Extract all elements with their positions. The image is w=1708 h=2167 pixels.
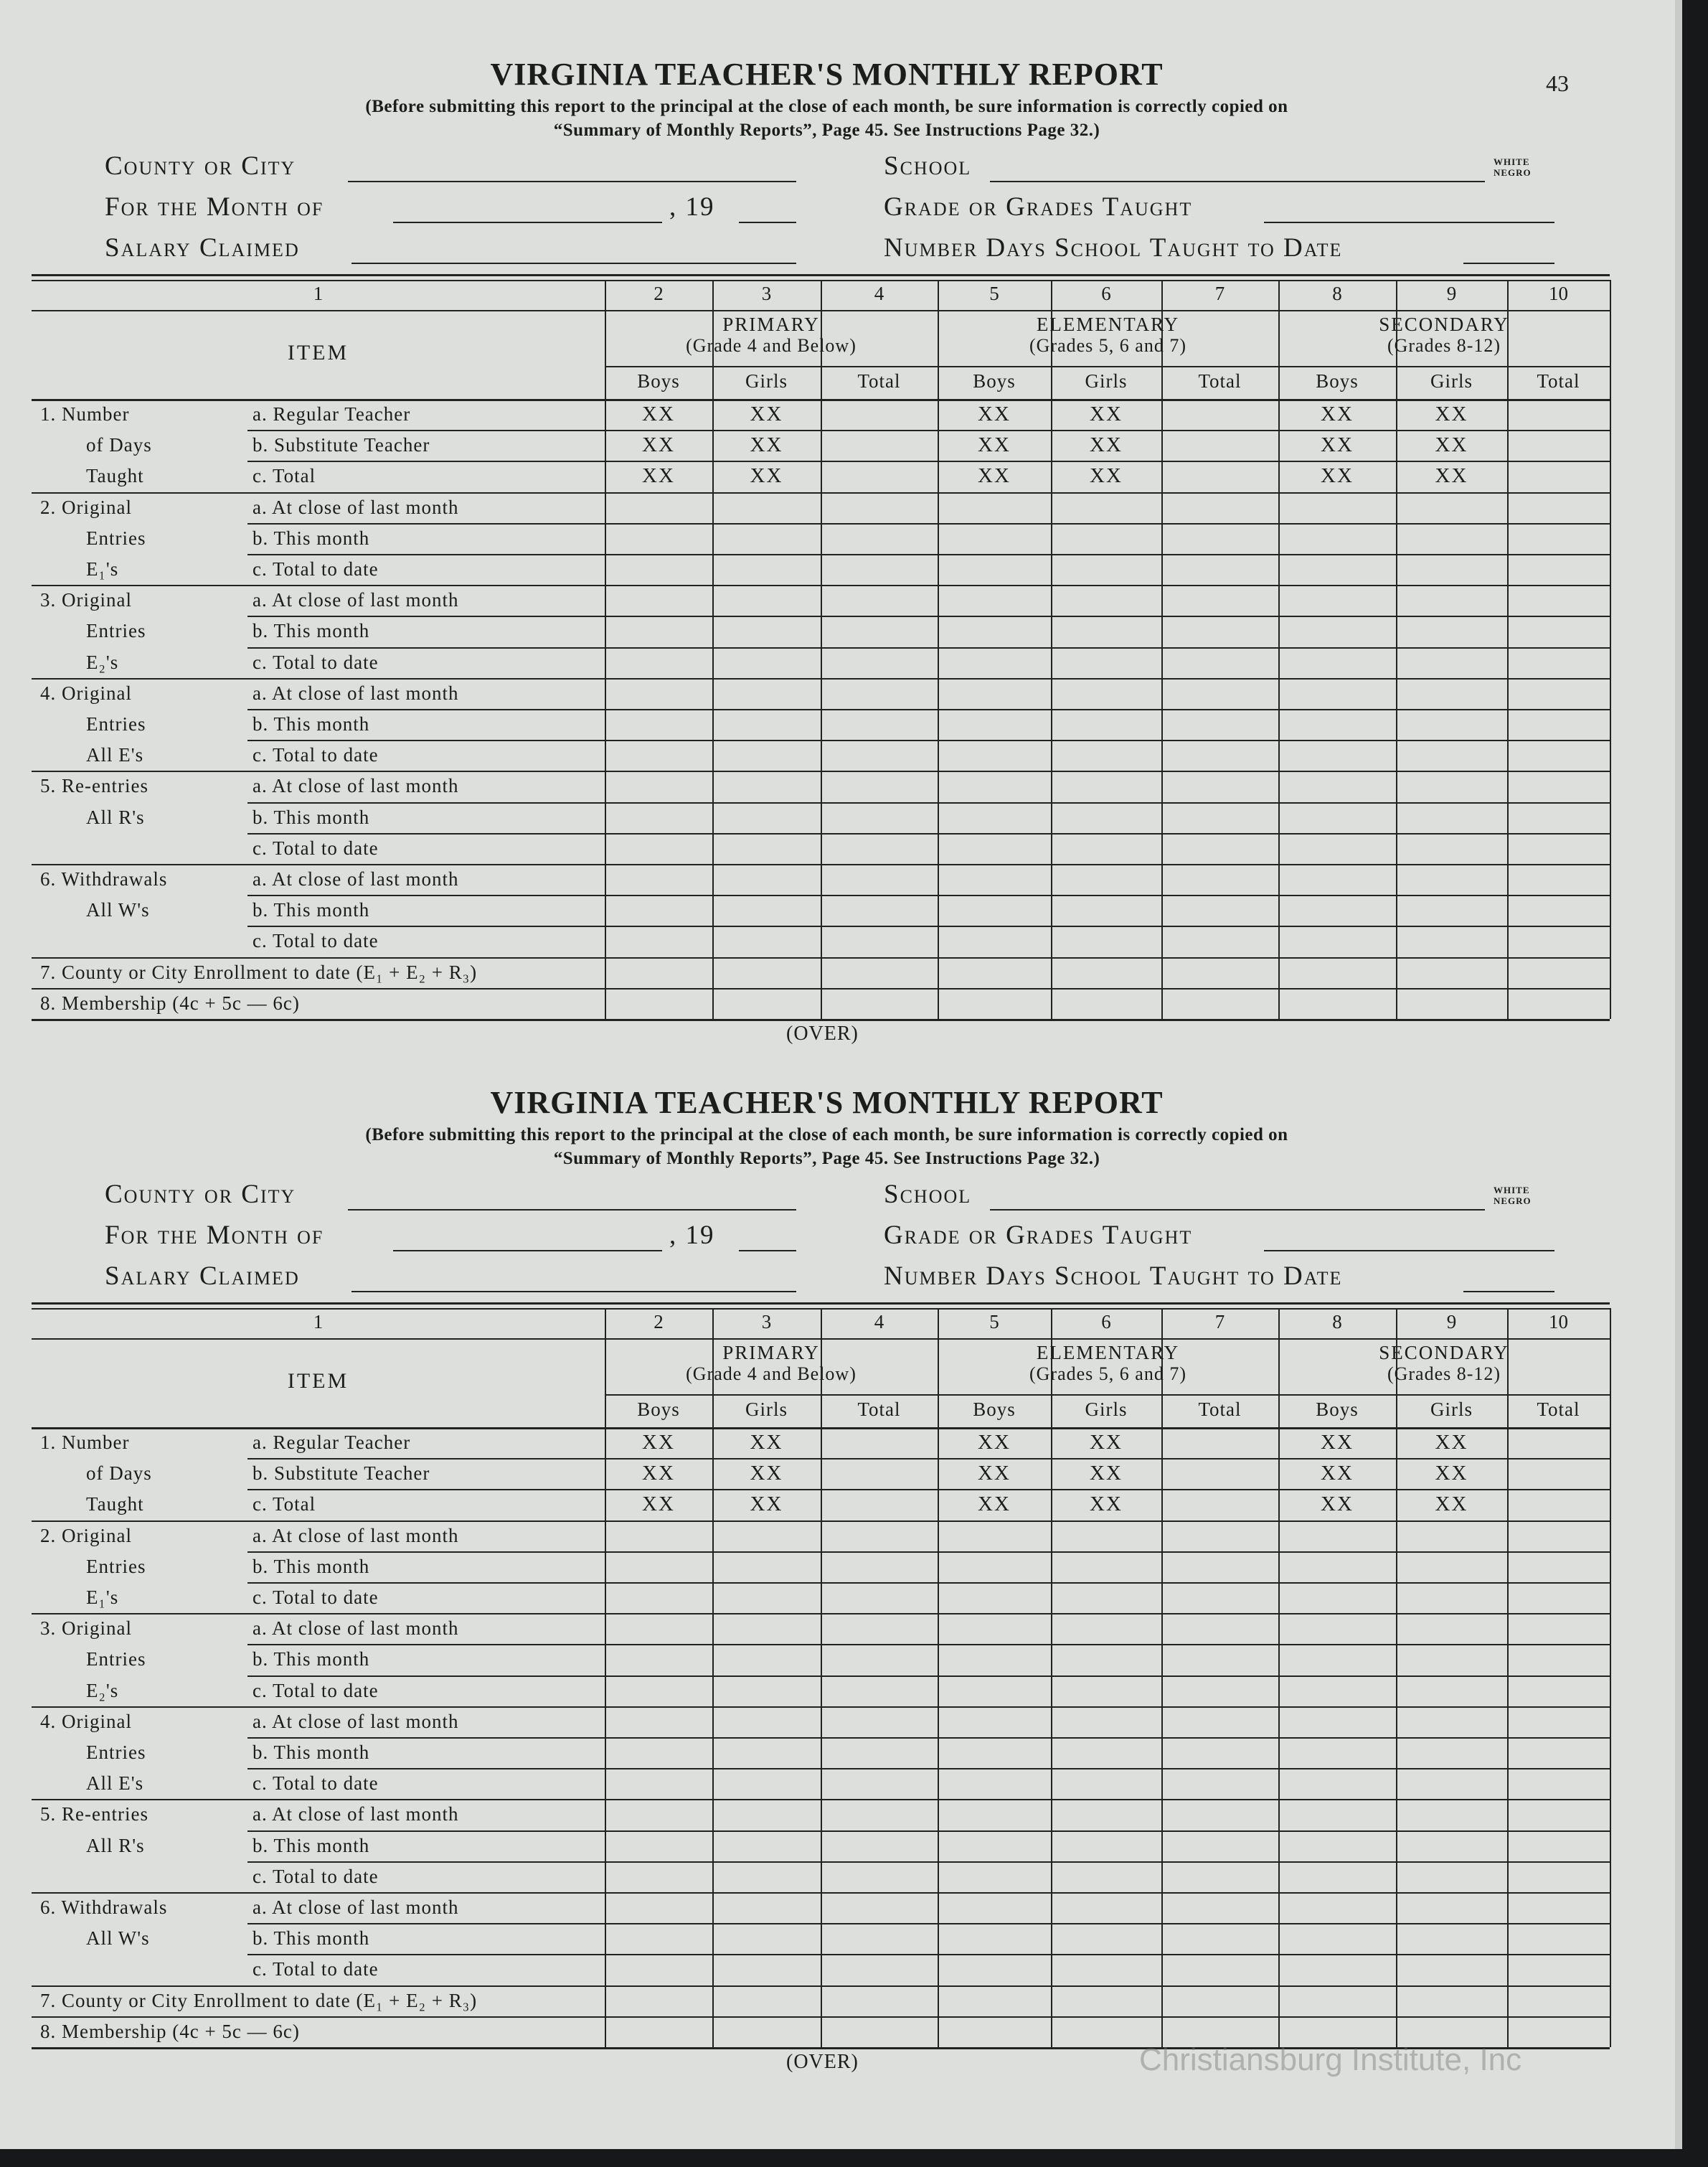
report2-xx-mark: XX [750,1493,783,1516]
report2-row-line-17 [247,1954,1610,1955]
report1-column-number-1: 1 [313,283,324,304]
report2-subtitle: (Before submitting this report to the principal at the close of each month, be sure information is correctly copied on [365,1125,1288,1144]
report2-subheader-girls-6: Girls [1085,1399,1128,1420]
report1-row-line-11 [247,740,1610,741]
report1-xx-mark: XX [1090,464,1123,488]
report2-block1-label-2: of Days [86,1462,152,1485]
report1-row-line-3 [32,492,1610,494]
report1-row-line-17 [247,926,1610,927]
report2-subheader-total-4: Total [857,1399,901,1420]
report2-school-label: School [884,1180,972,1209]
report1-block4-label-3: All E's [86,744,144,766]
report2-row-line-11 [247,1768,1610,1769]
report1-column-divider-7 [1278,280,1280,1019]
report1-xx-mark: XX [1090,433,1123,457]
report2-column-number-6: 6 [1101,1311,1111,1332]
report2-column-number-1: 1 [313,1311,324,1332]
report2-row-line-8 [247,1675,1610,1677]
report2-year-input[interactable] [739,1250,796,1251]
report1-row-line-4 [247,523,1610,525]
report2-xx-mark: XX [1090,1462,1123,1485]
report1-column-number-10: 10 [1549,283,1568,304]
report1-group-elementary: ELEMENTARY (Grades 5, 6 and 7) [938,314,1278,356]
report2-block6-row-3: c. Total to date [253,1958,379,1980]
report2-column-number-7: 7 [1214,1311,1225,1332]
report2-xx-mark: XX [1090,1431,1123,1454]
report2-column-divider-6 [1161,1308,1163,2047]
report1-column-divider-10 [1610,280,1611,1019]
report2-column-divider-3 [821,1308,822,2047]
report1-xx-mark: XX [1090,403,1123,426]
report1-column-divider-9 [1507,280,1509,1019]
report2-xx-mark: XX [1321,1462,1354,1485]
report1-block2-label-3: E₁'s [86,558,119,580]
report1-salary-label: Salary Claimed [105,233,300,263]
report2-xx-mark: XX [978,1493,1011,1516]
report1-days-label: Number Days School Taught to Date [884,233,1343,263]
report2-column-number-8: 8 [1332,1311,1342,1332]
report2-block4-label-2: Entries [86,1741,146,1763]
report1-column-divider-1 [605,280,606,1019]
report1-row-line-13 [247,802,1610,804]
report2-row-line-12 [32,1799,1610,1800]
report2-column-number-2: 2 [654,1311,664,1332]
report2-block2-label-3: E₁'s [86,1587,119,1608]
report1-block6-row-2: b. This month [253,899,370,921]
report1-xx-mark: XX [978,433,1011,457]
report1-row-line-15 [32,864,1610,865]
report2-column-number-3: 3 [761,1311,772,1332]
report1-block3-row-3: c. Total to date [253,651,379,673]
report2-xx-mark: XX [642,1462,675,1485]
report2-title: VIRGINIA TEACHER'S MONTHLY REPORT [490,1085,1164,1120]
report2-group-secondary: SECONDARY (Grades 8-12) [1278,1343,1610,1384]
report2-row-line-5 [247,1582,1610,1584]
report2-row-line-10 [247,1737,1610,1739]
report1-group-secondary: SECONDARY (Grades 8-12) [1278,314,1610,356]
report2-county-label: County or City [105,1180,296,1209]
report1-grades-label: Grade or Grades Taught [884,192,1193,222]
report2-block4-row-1: a. At close of last month [253,1710,459,1732]
report1-xx-mark: XX [978,403,1011,426]
report1-salary-input[interactable] [351,263,796,264]
report1-block6-label-1: 6. Withdrawals [40,868,168,890]
report1-block1-label-2: of Days [86,434,152,456]
report2-block1-label-3: Taught [86,1493,144,1515]
report1-row-line-9 [32,678,1610,680]
report1-xx-mark: XX [642,403,675,426]
report1-over-label: (OVER) [786,1023,859,1045]
report2-days-input[interactable] [1463,1291,1554,1292]
report1-block5-row-2: b. This month [253,806,370,828]
report2-days-label: Number Days School Taught to Date [884,1261,1343,1291]
report1-block5-row-3: c. Total to date [253,837,379,859]
report1-column-divider-4 [938,280,939,1019]
report2-block3-row-3: c. Total to date [253,1679,379,1701]
report2-block4-row-2: b. This month [253,1741,370,1763]
report2-row-line-13 [247,1830,1610,1832]
report1-xx-mark: XX [1435,464,1468,488]
report2-block3-label-1: 3. Original [40,1617,132,1640]
report2-row8-label: 8. Membership (4c + 5c — 6c) [40,2020,300,2042]
report2-xx-mark: XX [1321,1431,1354,1454]
report1-group-grades-2: (Grades 5, 6 and 7) [1029,335,1186,356]
report2-group-elementary: ELEMENTARY (Grades 5, 6 and 7) [938,1343,1278,1384]
report1-column-number-3: 3 [761,283,772,304]
report1-county-label: County or City [105,151,296,181]
report2-row7-label: 7. County or City Enrollment to date (E₁ + E₂ + R₃) [40,1989,478,2011]
report1-block3-label-2: Entries [86,620,146,642]
report2-xx-mark: XX [978,1462,1011,1485]
report1-block5-label-1: 5. Re-entries [40,775,148,797]
report1-subheader-total-4: Total [857,370,901,392]
report1-block5-label-2: All R's [86,806,145,828]
report1-column-number-5: 5 [989,283,999,304]
report1-subheader-girls-3: Girls [745,370,788,392]
report2-subheader-boys-8: Boys [1316,1399,1359,1420]
report1-subheader-boys-5: Boys [973,370,1016,392]
report1-block6-label-2: All W's [86,899,150,921]
report2-block6-label-2: All W's [86,1927,150,1950]
report1-white-label: WHITE [1494,156,1530,167]
report1-subheader-girls-9: Girls [1430,370,1473,392]
report2-xx-mark: XX [978,1431,1011,1454]
report2-block3-row-1: a. At close of last month [253,1617,459,1640]
report2-block2-label-1: 2. Original [40,1524,132,1546]
report1-subheader-total-7: Total [1198,370,1242,392]
report2-over-label: (OVER) [786,2051,859,2073]
report1-block3-row-1: a. At close of last month [253,589,459,611]
report1-block2-label-2: Entries [86,527,146,549]
report2-row-line-15 [32,1892,1610,1894]
report1-column-number-2: 2 [654,283,664,304]
report2-row-line-7 [247,1644,1610,1645]
report2-column-number-5: 5 [989,1311,999,1332]
report1-block2-row-1: a. At close of last month [253,496,459,518]
report2-block5-row-2: b. This month [253,1834,370,1856]
report2-column-divider-7 [1278,1308,1280,2047]
report1-block2-label-1: 2. Original [40,496,132,518]
report1-xx-mark: XX [1321,464,1354,488]
report2-block1-row-1: a. Regular Teacher [253,1432,411,1453]
report1-block6-row-3: c. Total to date [253,930,379,952]
report2-table-top-rule [32,1302,1610,1305]
report1-subtitle: (Before submitting this report to the principal at the close of each month, be sure information is correctly copied on [365,97,1288,116]
report2-block4-label-3: All E's [86,1772,144,1795]
report2-row-line-2 [247,1489,1610,1490]
report1-item-header: ITEM [287,341,349,365]
report1-block3-label-1: 3. Original [40,589,132,611]
report2-column-number-4: 4 [874,1311,884,1332]
report1-column-divider-3 [821,280,822,1019]
report1-column-number-8: 8 [1332,283,1342,304]
report2-column-divider-2 [712,1308,714,2047]
report1-xx-mark: XX [1321,433,1354,457]
report2-group-primary: PRIMARY (Grade 4 and Below) [605,1343,938,1384]
report2-subheader-total-10: Total [1537,1399,1580,1420]
report1-block1-row-3: c. Total [253,465,316,487]
report2-column-divider-9 [1507,1308,1509,2047]
report2-block4-label-1: 4. Original [40,1710,132,1732]
report2-block2-row-1: a. At close of last month [253,1524,459,1546]
report2-row-line-19 [32,2016,1610,2018]
page-number: 43 [1546,70,1569,96]
report2-group-grades-3: (Grades 8-12) [1387,1363,1501,1384]
report1-block4-row-1: a. At close of last month [253,682,459,704]
report2-block2-row-2: b. This month [253,1555,370,1577]
report2-white-label: WHITE [1494,1185,1530,1195]
report2-xx-mark: XX [1435,1493,1468,1516]
report1-block1-row-2: b. Substitute Teacher [253,434,430,456]
report2-xx-mark: XX [1090,1493,1123,1516]
report2-column-number-10: 10 [1549,1311,1568,1332]
report2-xx-mark: XX [1435,1431,1468,1454]
report1-row-line-10 [247,709,1610,710]
report2-grades-label: Grade or Grades Taught [884,1221,1193,1250]
report2-block3-label-2: Entries [86,1648,146,1670]
report1-block2-row-2: b. This month [253,527,370,549]
report2-block3-label-3: E₂'s [86,1679,119,1701]
report1-column-number-7: 7 [1214,283,1225,304]
report1-row-line-5 [247,554,1610,555]
report1-row-line-14 [247,833,1610,835]
report2-grades-input[interactable] [1264,1250,1554,1251]
report2-column-divider-1 [605,1308,606,2047]
report1-xx-mark: XX [1321,403,1354,426]
report1-xx-mark: XX [750,433,783,457]
report2-salary-input[interactable] [351,1291,796,1292]
report1-days-input[interactable] [1463,263,1554,264]
report2-column-number-9: 9 [1446,1311,1457,1332]
report1-block4-label-1: 4. Original [40,682,132,704]
report2-month-label: For the Month of [105,1221,324,1250]
report1-block1-label-3: Taught [86,465,144,487]
report2-xx-mark: XX [750,1462,783,1485]
report2-year-label: , 19 [669,1221,715,1250]
report1-school-input[interactable] [990,181,1485,182]
report1-year-input[interactable] [739,222,796,223]
report1-table-top-rule [32,274,1610,276]
report1-column-number-4: 4 [874,283,884,304]
report1-school-label: School [884,151,972,181]
report1-group-grades-3: (Grades 8-12) [1387,335,1501,356]
report2-column-divider-10 [1610,1308,1611,2047]
report2-row-line-18 [32,1985,1610,1987]
report1-column-number-9: 9 [1446,283,1457,304]
report1-subheader-boys-2: Boys [637,370,680,392]
report1-county-input[interactable] [348,181,796,182]
watermark: Christiansburg Institute, Inc [1139,2042,1522,2077]
report2-header-line-groups [605,1394,1610,1396]
report1-header-line-groups [605,366,1610,367]
report1-subheader-total-10: Total [1537,370,1580,392]
report1-row8-label: 8. Membership (4c + 5c — 6c) [40,992,300,1014]
report1-row-line-16 [247,895,1610,896]
report1-xx-mark: XX [642,433,675,457]
report1-block3-label-3: E₂'s [86,651,119,673]
report2-block3-row-2: b. This month [253,1648,370,1670]
report2-subheader-boys-5: Boys [973,1399,1016,1420]
report2-salary-label: Salary Claimed [105,1261,300,1291]
report1-block4-row-3: c. Total to date [253,744,379,766]
report2-xx-mark: XX [750,1431,783,1454]
report2-xx-mark: XX [642,1431,675,1454]
report1-subheader-girls-6: Girls [1085,370,1128,392]
report1-xx-mark: XX [1435,403,1468,426]
report1-table-bottom-line [32,1019,1610,1021]
report2-row-line-3 [32,1520,1610,1522]
report2-block5-label-1: 5. Re-entries [40,1803,148,1825]
report1-row7-label: 7. County or City Enrollment to date (E₁ + E₂ + R₃) [40,961,478,983]
report1-grades-input[interactable] [1264,222,1554,223]
report2-column-divider-4 [938,1308,939,2047]
report1-month-input[interactable] [393,222,662,223]
report2-block4-row-3: c. Total to date [253,1772,379,1795]
report1-group-grades-1: (Grade 4 and Below) [686,335,857,356]
report1-title: VIRGINIA TEACHER'S MONTHLY REPORT [490,57,1164,92]
report1-group-primary: PRIMARY (Grade 4 and Below) [605,314,938,356]
report1-xx-mark: XX [1435,433,1468,457]
report2-school-input[interactable] [990,1209,1485,1211]
report2-block6-row-2: b. This month [253,1927,370,1950]
report2-block6-row-1: a. At close of last month [253,1896,459,1918]
report1-row-line-2 [247,461,1610,462]
report1-row-line-19 [32,988,1610,990]
report1-block2-row-3: c. Total to date [253,558,379,580]
report1-subheader-boys-8: Boys [1316,370,1359,392]
report2-xx-mark: XX [1435,1462,1468,1485]
report1-row-line-18 [32,957,1610,959]
report1-block5-row-1: a. At close of last month [253,775,459,797]
report1-block4-row-2: b. This month [253,713,370,735]
report1-column-divider-2 [712,280,714,1019]
report2-column-divider-8 [1396,1308,1397,2047]
report1-block1-label-1: 1. Number [40,403,130,425]
report1-year-label: , 19 [669,192,715,222]
report1-row-line-12 [32,771,1610,772]
report1-block3-row-2: b. This month [253,620,370,642]
report2-subheader-total-7: Total [1198,1399,1242,1420]
report1-row-line-6 [32,585,1610,586]
report1-column-divider-8 [1396,280,1397,1019]
report2-xx-mark: XX [1321,1493,1354,1516]
report1-column-divider-6 [1161,280,1163,1019]
report1-row-line-7 [247,616,1610,617]
report1-row-line-8 [247,647,1610,649]
report1-block1-row-1: a. Regular Teacher [253,403,411,425]
report2-block1-label-1: 1. Number [40,1432,130,1453]
report2-subheader-boys-2: Boys [637,1399,680,1420]
report2-block6-label-1: 6. Withdrawals [40,1896,168,1918]
report1-xx-mark: XX [750,464,783,488]
report2-block1-row-3: c. Total [253,1493,316,1515]
report2-row-line-4 [247,1551,1610,1553]
report2-county-input[interactable] [348,1209,796,1211]
report1-column-divider-5 [1051,280,1052,1019]
report2-block2-label-2: Entries [86,1555,146,1577]
report2-row-line-6 [32,1613,1610,1614]
report2-item-header: ITEM [287,1369,349,1393]
report2-group-grades-1: (Grade 4 and Below) [686,1363,857,1384]
report1-column-number-6: 6 [1101,283,1111,304]
report2-group-grades-2: (Grades 5, 6 and 7) [1029,1363,1186,1384]
report2-block2-row-3: c. Total to date [253,1587,379,1608]
report1-xx-mark: XX [978,464,1011,488]
report1-negro-label: NEGRO [1494,167,1532,178]
report2-subheader-girls-9: Girls [1430,1399,1473,1420]
report2-row-line-16 [247,1923,1610,1924]
report2-month-input[interactable] [393,1250,662,1251]
report2-row-line-14 [247,1861,1610,1863]
report2-block5-label-2: All R's [86,1834,145,1856]
report1-subtitle-2: “Summary of Monthly Reports”, Page 45. See Instructions Page 32.) [553,121,1100,140]
report2-block5-row-3: c. Total to date [253,1865,379,1887]
report1-block6-row-1: a. At close of last month [253,868,459,890]
report1-xx-mark: XX [750,403,783,426]
report2-row-line-1 [247,1458,1610,1459]
report2-negro-label: NEGRO [1494,1195,1532,1206]
report2-subtitle-2: “Summary of Monthly Reports”, Page 45. See Instructions Page 32.) [553,1149,1100,1168]
report1-month-label: For the Month of [105,192,324,222]
report1-xx-mark: XX [642,464,675,488]
report2-subheader-girls-3: Girls [745,1399,788,1420]
report1-block4-label-2: Entries [86,713,146,735]
report2-column-divider-5 [1051,1308,1052,2047]
report2-block5-row-1: a. At close of last month [253,1803,459,1825]
report1-row-line-1 [247,430,1610,431]
report2-block1-row-2: b. Substitute Teacher [253,1462,430,1485]
report2-row-line-9 [32,1706,1610,1708]
report2-xx-mark: XX [642,1493,675,1516]
